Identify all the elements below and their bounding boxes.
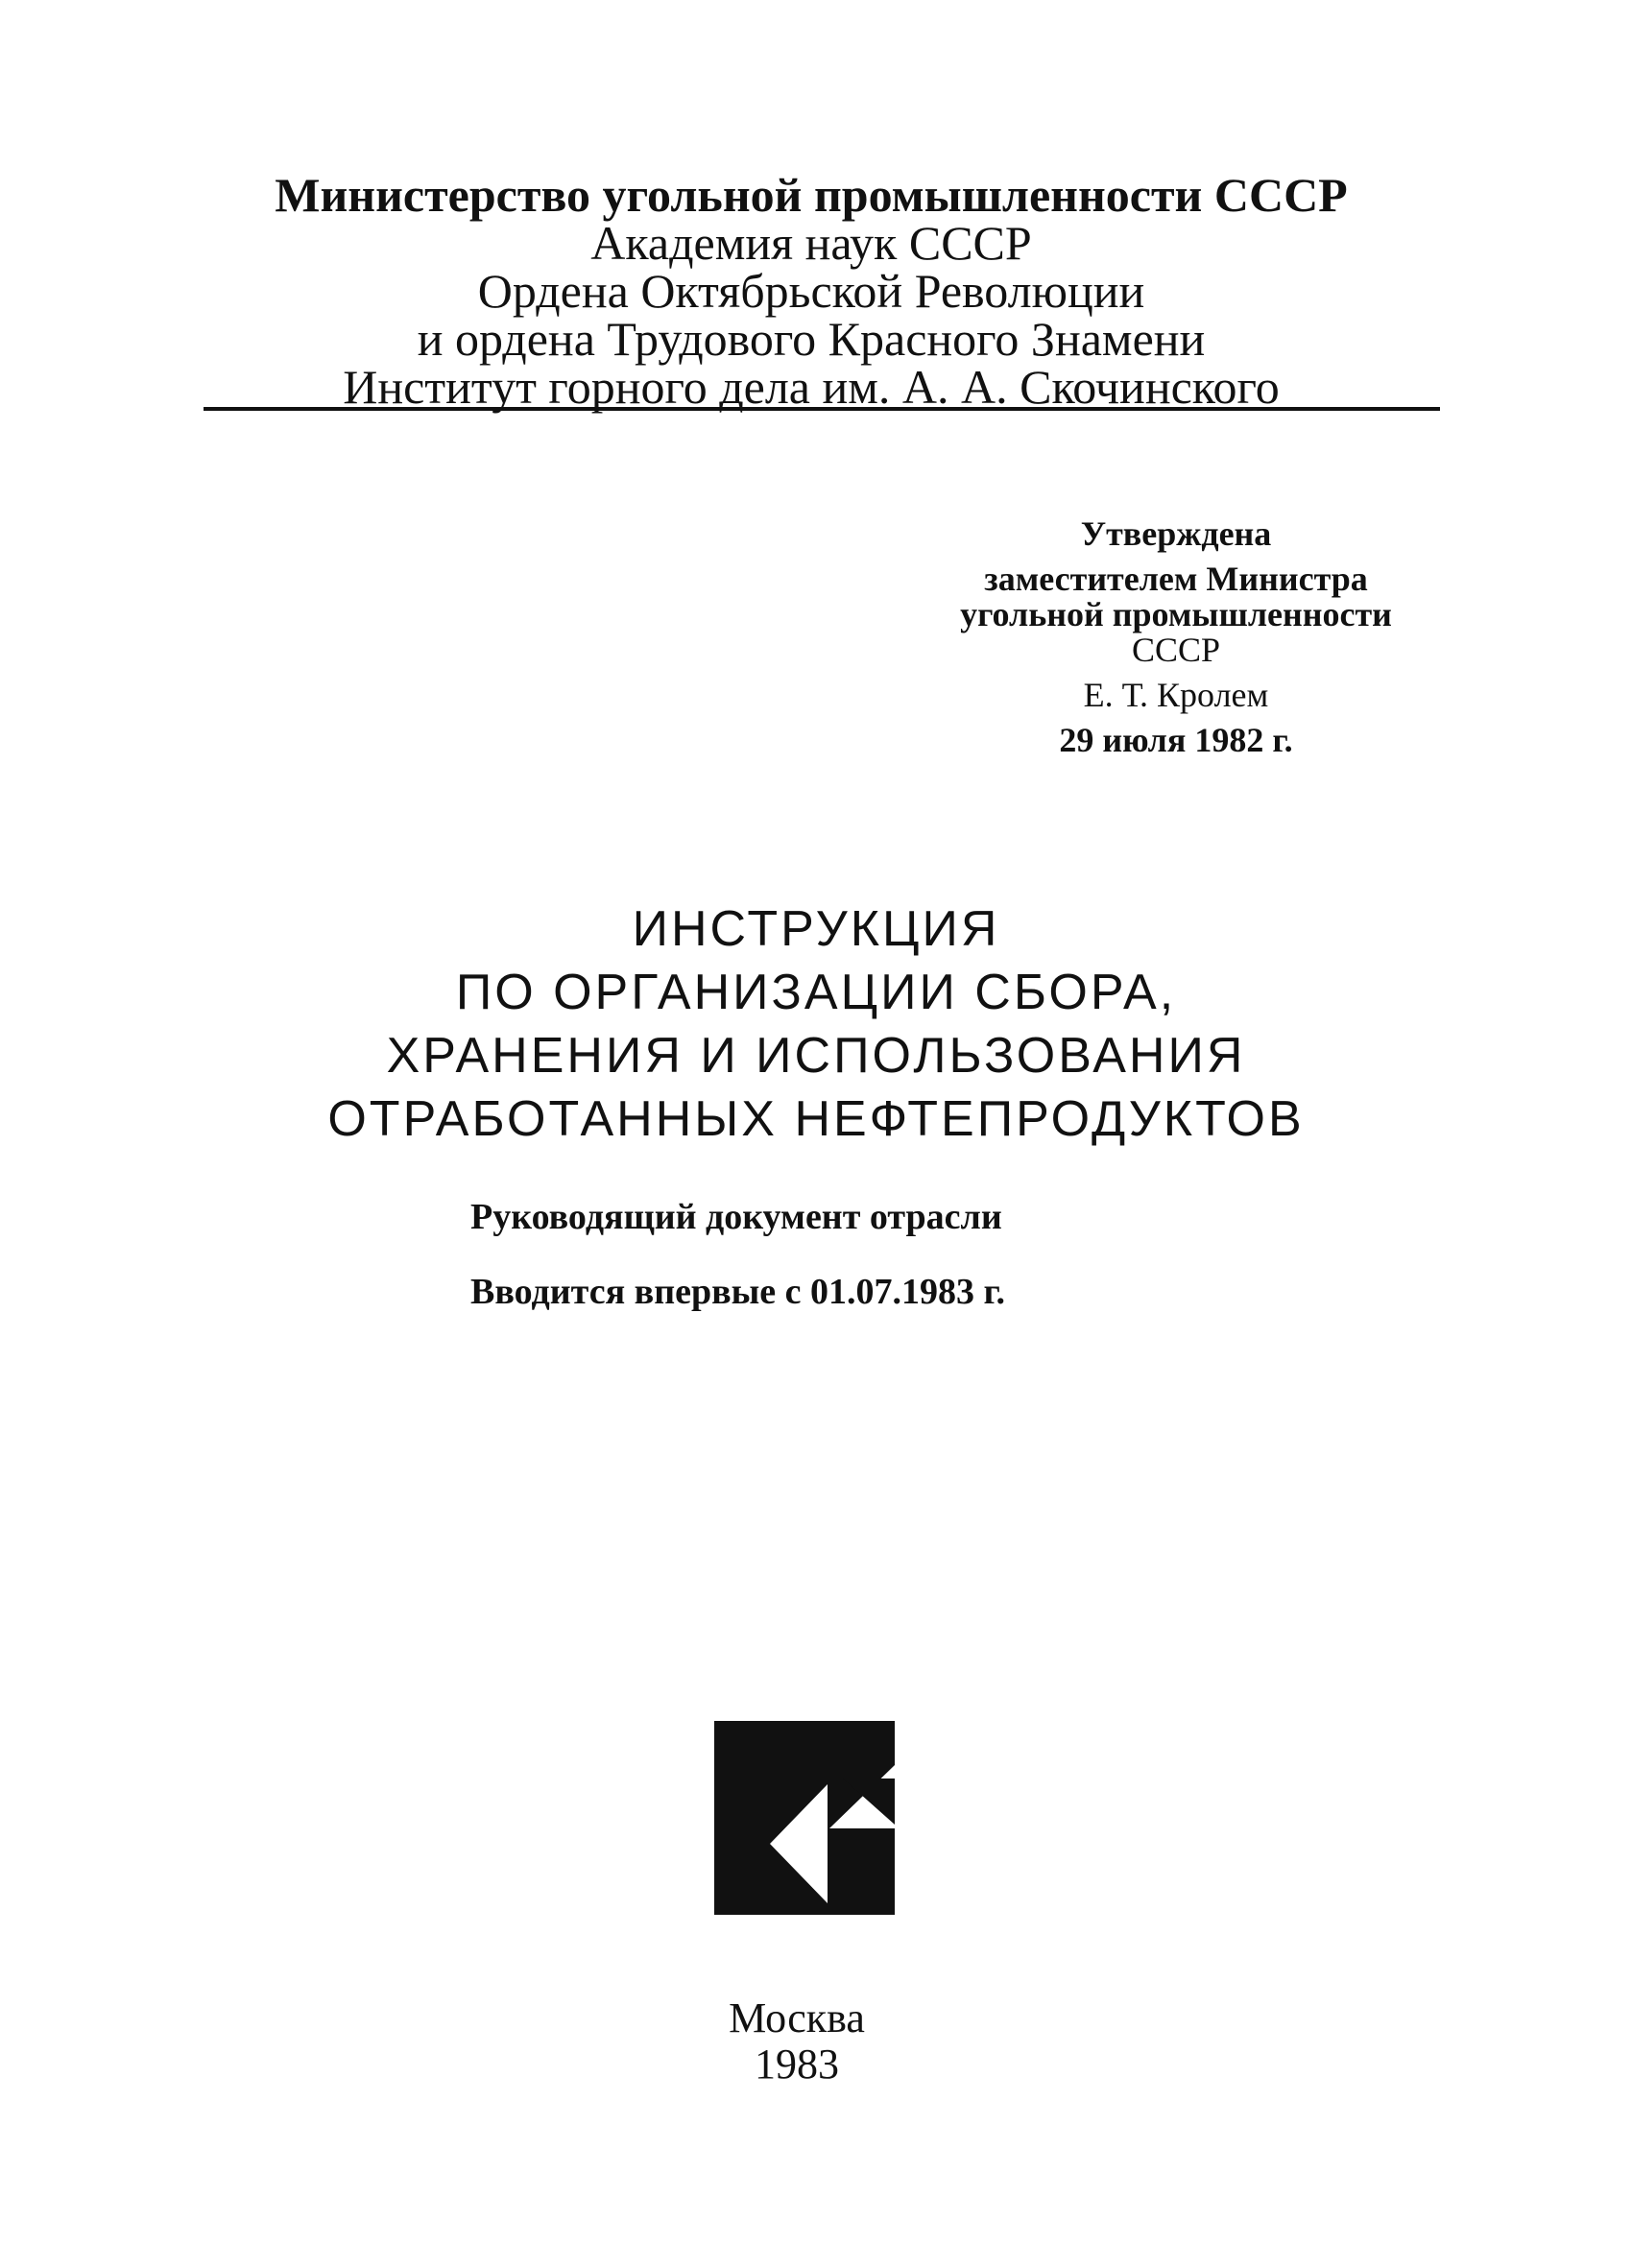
publication-city: Москва	[729, 1994, 865, 2041]
title-line: ИНСТРУКЦИЯ	[632, 901, 1000, 957]
publication-info	[672, 1995, 922, 2088]
publisher-logo-icon	[714, 1721, 895, 1915]
document-type: Руководящий документ отрасли	[470, 1197, 1002, 1237]
approval-date: 29 июля 1982 г.	[1059, 721, 1293, 759]
title-line: ОТРАБОТАННЫХ НЕФТЕПРОДУКТОВ	[327, 1091, 1305, 1147]
ministry-name: Министерство угольной промышленности СССР	[275, 168, 1348, 222]
academy-name: Академия наук СССР	[590, 216, 1032, 270]
approval-line: угольной промышленности	[960, 595, 1392, 633]
document-title	[240, 897, 1392, 1151]
effective-date: Вводится впервые с 01.07.1983 г.	[470, 1272, 1005, 1312]
institute-name: Институт горного дела им. А. А. Скочинского	[343, 360, 1280, 414]
approval-line: заместителем Министра	[984, 560, 1368, 598]
header-divider	[204, 407, 1440, 411]
approver-name: Е. Т. Кролем	[1083, 676, 1269, 714]
approval-heading: Утверждена	[1080, 514, 1272, 553]
title-line: ХРАНЕНИЯ И ИСПОЛЬЗОВАНИЯ	[386, 1028, 1246, 1084]
publication-year: 1983	[755, 2041, 839, 2088]
title-line: ПО ОРГАНИЗАЦИИ СБОРА,	[455, 965, 1177, 1020]
approval-line: СССР	[1131, 631, 1221, 669]
order-line-2: и ордена Трудового Красного Знамени	[417, 312, 1206, 366]
approval-block	[946, 516, 1406, 758]
order-line-1: Ордена Октябрьской Революции	[477, 264, 1145, 318]
institution-header	[192, 168, 1430, 414]
